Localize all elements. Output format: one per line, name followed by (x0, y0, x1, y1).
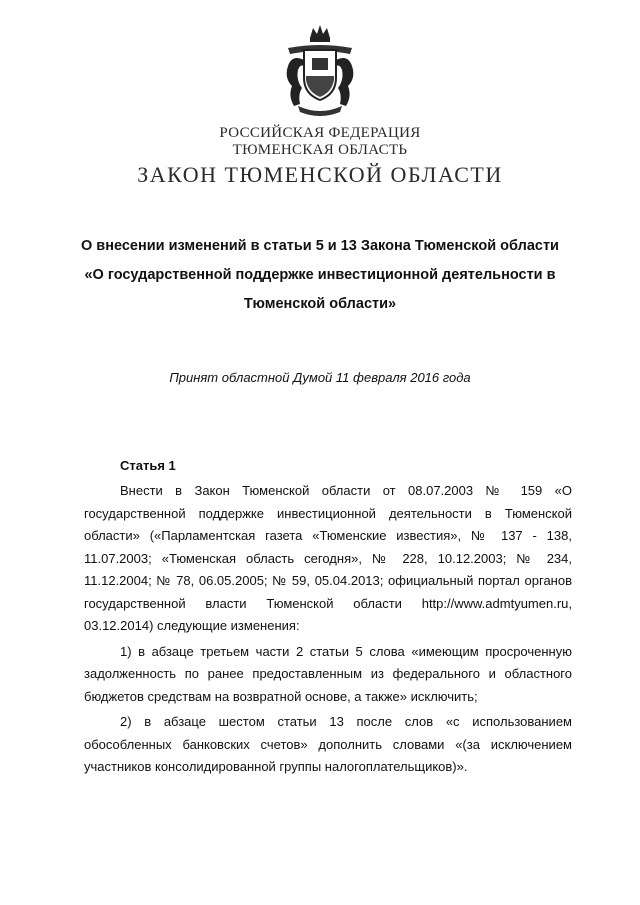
article-paragraph: 1) в абзаце третьем части 2 статьи 5 слова «имеющим просроченную задолженность по ранее предоставленным из федерального и областного бюджетов средствам на возвратной основе, а также» исключить; (84, 643, 572, 704)
article-body (84, 480, 572, 782)
article-heading: Статья 1 (120, 458, 176, 473)
law-title: О внесении изменений в статьи 5 и 13 Закона Тюменской области «О государственной поддержке инвестиционной деятельности в Тюменской области» (81, 238, 559, 312)
header-country: РОССИЙСКАЯ ФЕДЕРАЦИЯ (219, 125, 421, 141)
article-paragraph: 2) в абзаце шестом статьи 13 после слов «с использованием обособленных банковских счетов» дополнить словами «(за исключением участников консолидированной группы налогоплательщиков)». (84, 714, 572, 774)
adoption-date: Принят областной Думой 11 февраля 2016 года (169, 370, 471, 385)
header-doc-type: ЗАКОН ТЮМЕНСКОЙ ОБЛАСТИ (137, 162, 503, 187)
coat-of-arms-emblem (282, 20, 358, 120)
header-region: ТЮМЕНСКАЯ ОБЛАСТЬ (232, 142, 408, 158)
article-paragraph: Внести в Закон Тюменской области от 08.07.2003 № 159 «О государственной поддержке инвестиционной деятельности в Тюменской области» («Парламентская газета «Тюменские известия», № 137 - 138, 11.07.2003; «Тюменская область сегодня», № 228, 10.12.2003; № 234, 11.12.2004; № 78, 06.05.2005; № 59, 05.04.2013; официальный портал органов государственной власти Тюменской области http://www.admtyumen.ru, 03.12.2014) следующие изменения: (84, 483, 572, 633)
